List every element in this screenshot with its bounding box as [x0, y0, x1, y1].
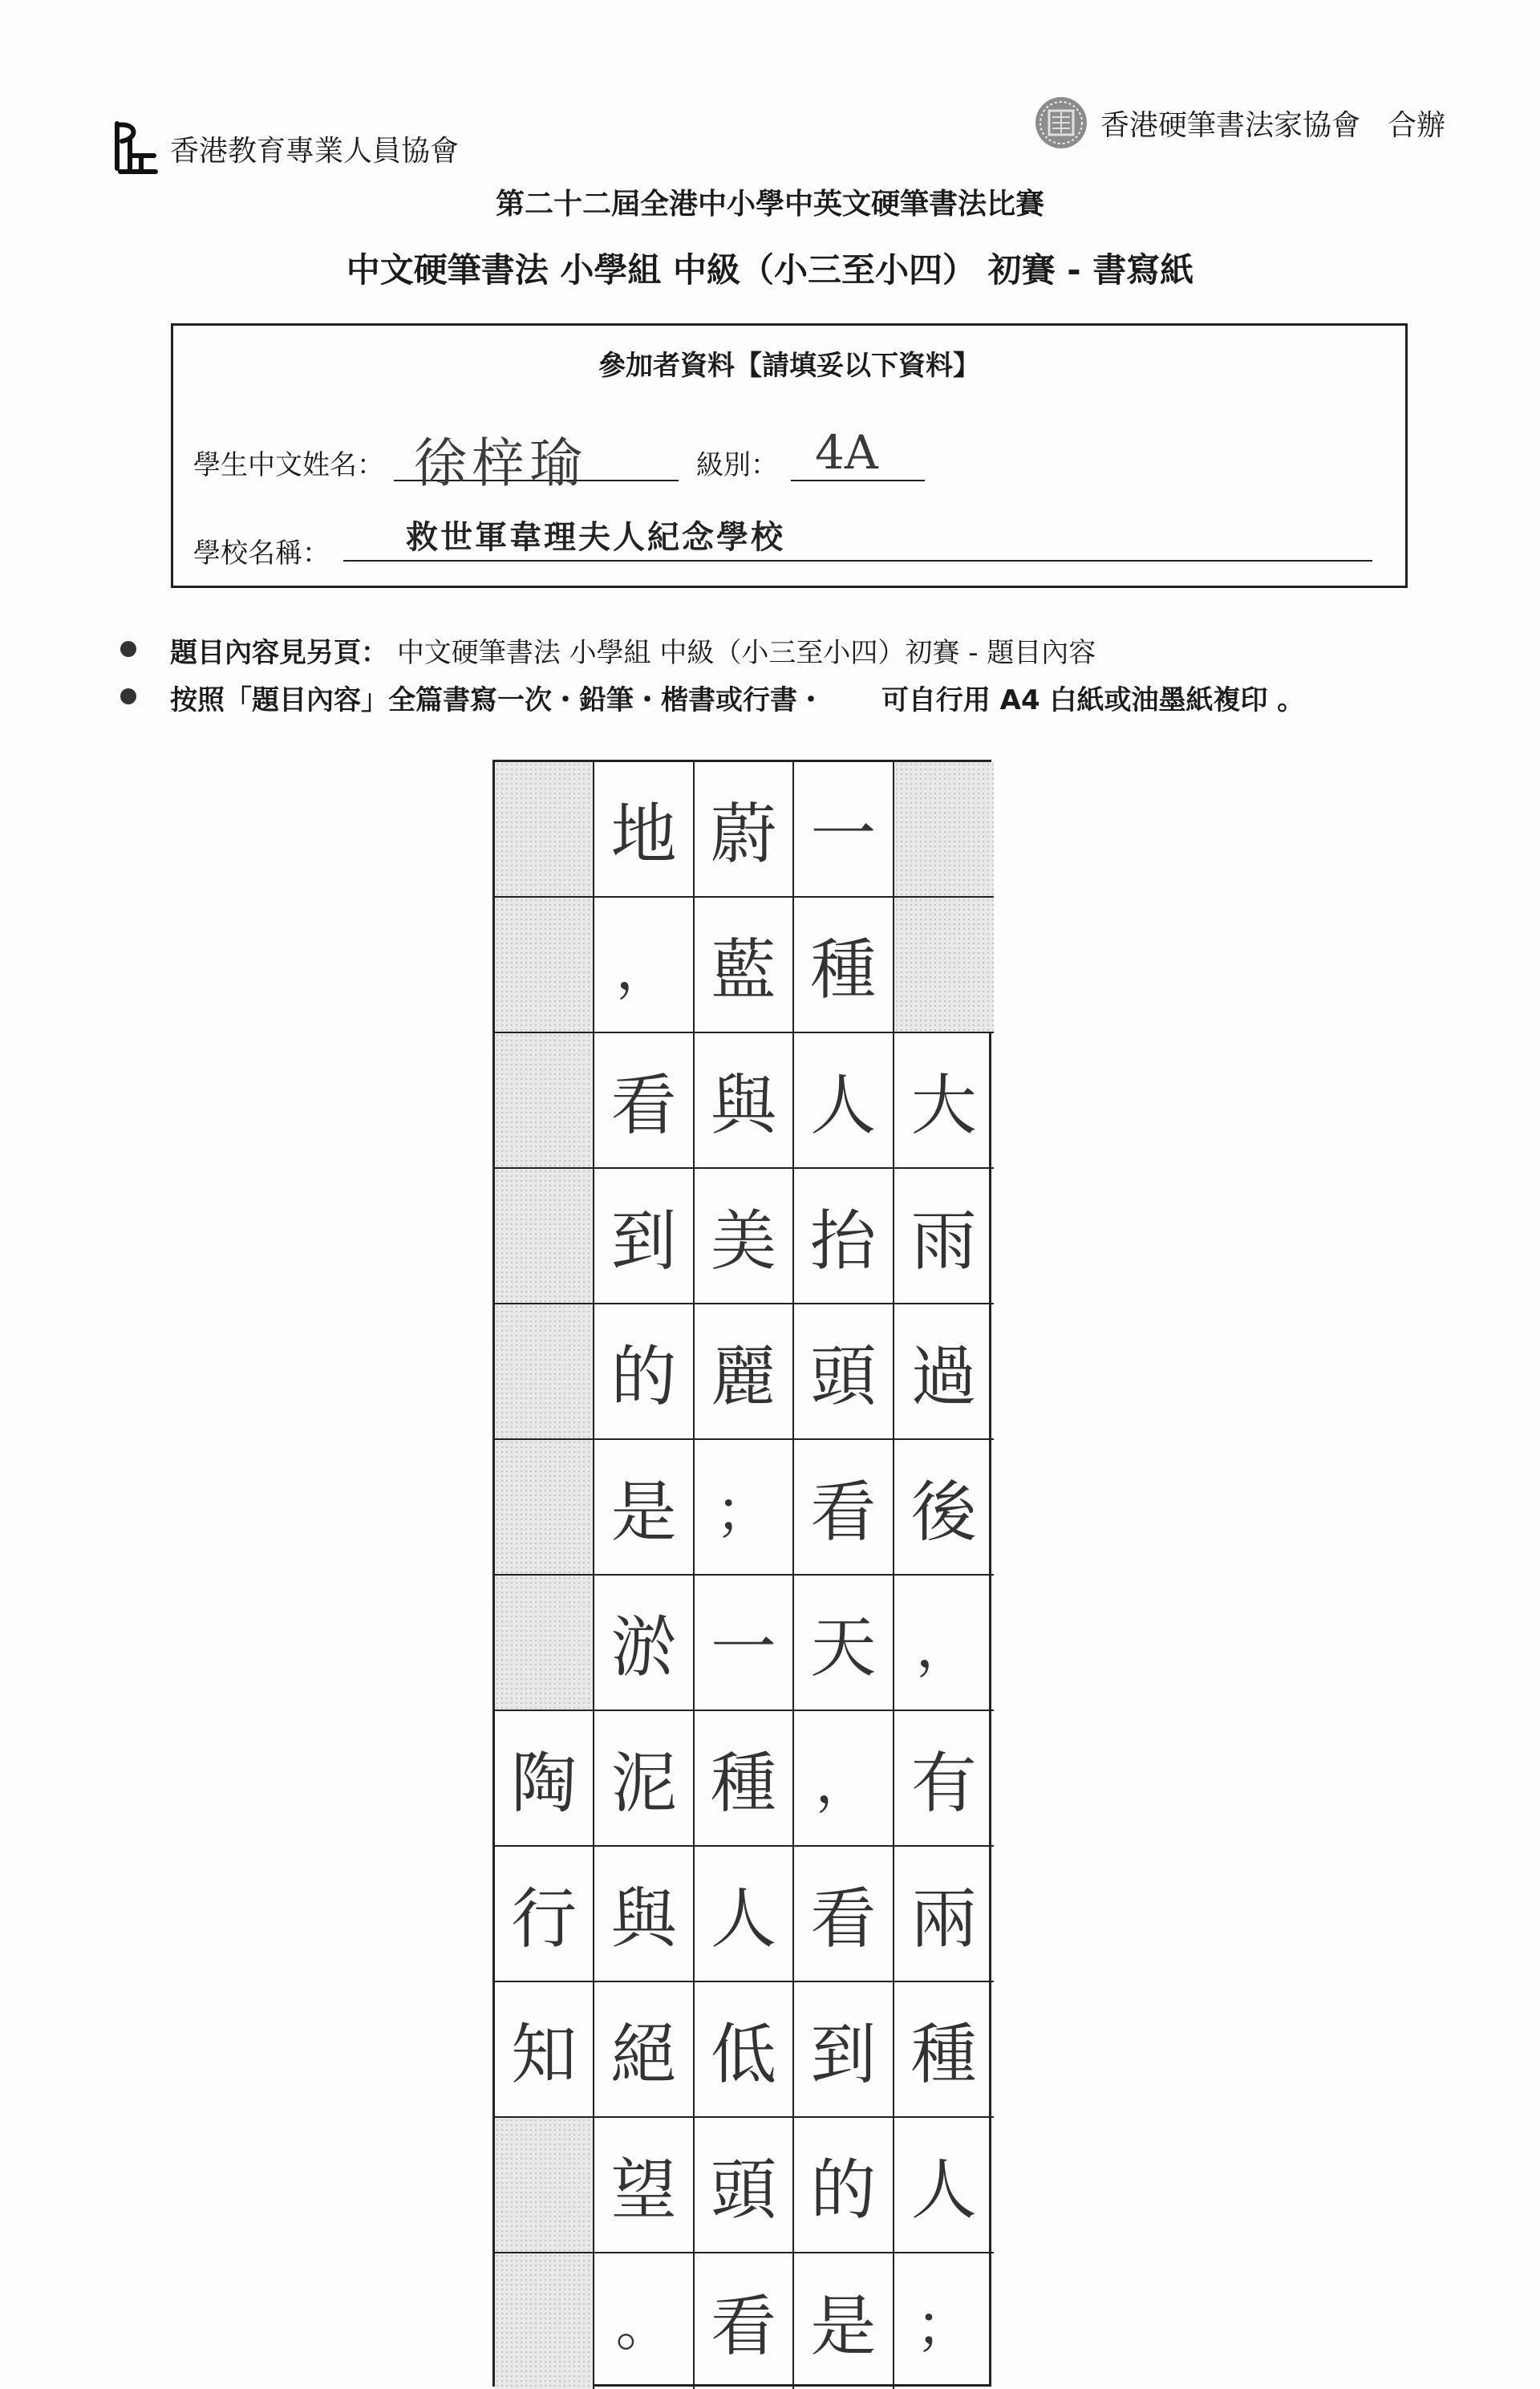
org-left — [112, 120, 459, 176]
grid-cell: ； — [915, 2293, 972, 2359]
instruction-2-bold-a: 按照「題目內容」全篇書寫一次・鉛筆・楷書或行書・ — [170, 684, 825, 716]
grid-cell: 看 — [794, 1847, 894, 1982]
grid-cell: 看 — [794, 1440, 894, 1576]
grid-cell: 到 — [594, 1169, 694, 1304]
grid-cell-empty — [495, 898, 594, 1033]
org-right-name: 香港硬筆書法家協會 — [1100, 108, 1360, 142]
instruction-1-bold: 題目內容見另頁： — [170, 637, 388, 669]
grid-cell: 是 — [794, 2253, 894, 2389]
grid-cell: 淤 — [594, 1576, 694, 1711]
grid-cell-empty — [495, 2253, 594, 2389]
grid-cell-empty — [495, 1033, 594, 1169]
grid-cell: ， — [594, 898, 694, 1033]
grid-cell-empty — [495, 1440, 594, 1576]
grid-cell: 種 — [695, 1711, 794, 1847]
association-logo-icon — [112, 120, 159, 176]
grid-cell: 美 — [695, 1169, 794, 1304]
bullet-icon — [120, 688, 136, 704]
grid-cell: 藍 — [695, 898, 794, 1033]
grid-cell: 人 — [794, 1033, 894, 1169]
grid-cell: 過 — [894, 1304, 994, 1440]
instruction-2-bold-b: 可自行用 A4 白紙或油墨紙複印 。 — [881, 684, 1305, 716]
grid-cell: 地 — [594, 762, 694, 898]
grid-cell: 頭 — [695, 2118, 794, 2253]
grid-cell: 天 — [794, 1576, 894, 1711]
grid-cell: 望 — [594, 2118, 694, 2253]
class-line — [791, 480, 925, 481]
student-name-value[interactable]: 徐梓瑜 — [414, 432, 587, 494]
instruction-line-2 — [170, 678, 1304, 717]
writing-grid — [492, 760, 991, 2387]
participant-box-title: 參加者資料【請填妥以下資料】 — [598, 350, 980, 382]
grid-cell: 頭 — [794, 1304, 894, 1440]
grid-cell: 後 — [894, 1440, 994, 1576]
grid-cell: 陶 — [495, 1711, 594, 1847]
grid-cell: 抬 — [794, 1169, 894, 1304]
grid-cell: ， — [894, 1576, 994, 1711]
grid-cell: 有 — [894, 1711, 994, 1847]
grid-cell: 雨 — [894, 1169, 994, 1304]
grid-cell-empty — [495, 1304, 594, 1440]
org-left-name: 香港教育專業人員協會 — [170, 134, 460, 168]
grid-cell: 知 — [495, 1982, 594, 2118]
grid-cell: 種 — [894, 1982, 994, 2118]
grid-cell-empty — [495, 1576, 594, 1711]
org-right — [1033, 95, 1445, 151]
grid-cell: 行 — [495, 1847, 594, 1982]
participant-info-box — [171, 323, 1408, 588]
grid-cell: 看 — [594, 1033, 694, 1169]
school-name-value[interactable]: 救世軍韋理夫人紀念學校 — [406, 518, 785, 556]
grid-cell-empty — [495, 1169, 594, 1304]
competition-title: 第二十二屆全港中小學中英文硬筆書法比賽 — [495, 188, 1044, 221]
instruction-1-text: 中文硬筆書法 小學組 中級（小三至小四）初賽 - 題目內容 — [396, 637, 1096, 669]
grid-cell: 與 — [594, 1847, 694, 1982]
grid-cell: 與 — [695, 1033, 794, 1169]
grid-cell: 泥 — [594, 1711, 694, 1847]
class-label: 級別： — [696, 449, 778, 481]
grid-cell: 低 — [695, 1982, 794, 2118]
school-name-line — [343, 560, 1372, 562]
grid-cell: 絕 — [594, 1982, 694, 2118]
grid-cell: 一 — [695, 1576, 794, 1711]
school-name-label: 學校名稱： — [193, 537, 330, 570]
grid-cell: 。 — [594, 2253, 694, 2389]
grid-cell: 人 — [894, 2118, 994, 2253]
grid-cell: ； — [695, 1440, 794, 1576]
grid-cell: 看 — [695, 2253, 794, 2389]
grid-cell: 麗 — [695, 1304, 794, 1440]
bullet-icon — [120, 641, 136, 657]
grid-cell: 到 — [794, 1982, 894, 2118]
association-seal-icon — [1033, 95, 1089, 151]
grid-cell: 大 — [894, 1033, 994, 1169]
grid-cell: 是 — [594, 1440, 694, 1576]
paper-title: 中文硬筆書法 小學組 中級（小三至小四） 初賽 - 書寫紙 — [346, 250, 1194, 290]
grid-cell-empty — [894, 898, 994, 1033]
grid-cell-empty — [894, 762, 994, 898]
co-organize-text: 合辦 — [1387, 108, 1445, 142]
grid-cell: ， — [794, 1711, 894, 1847]
grid-cell-empty — [495, 2118, 594, 2253]
grid-cell: 的 — [794, 2118, 894, 2253]
grid-cell: 兩 — [894, 1847, 994, 1982]
class-value[interactable]: 4A — [815, 425, 878, 480]
grid-cell: 的 — [594, 1304, 694, 1440]
grid-cell: 種 — [794, 898, 894, 1033]
grid-cell: 一 — [794, 762, 894, 898]
grid-cell: 蔚 — [695, 762, 794, 898]
instruction-line-1 — [170, 631, 1096, 670]
grid-cell: 人 — [695, 1847, 794, 1982]
student-name-label: 學生中文姓名： — [193, 449, 384, 481]
grid-cell-empty — [495, 762, 594, 898]
